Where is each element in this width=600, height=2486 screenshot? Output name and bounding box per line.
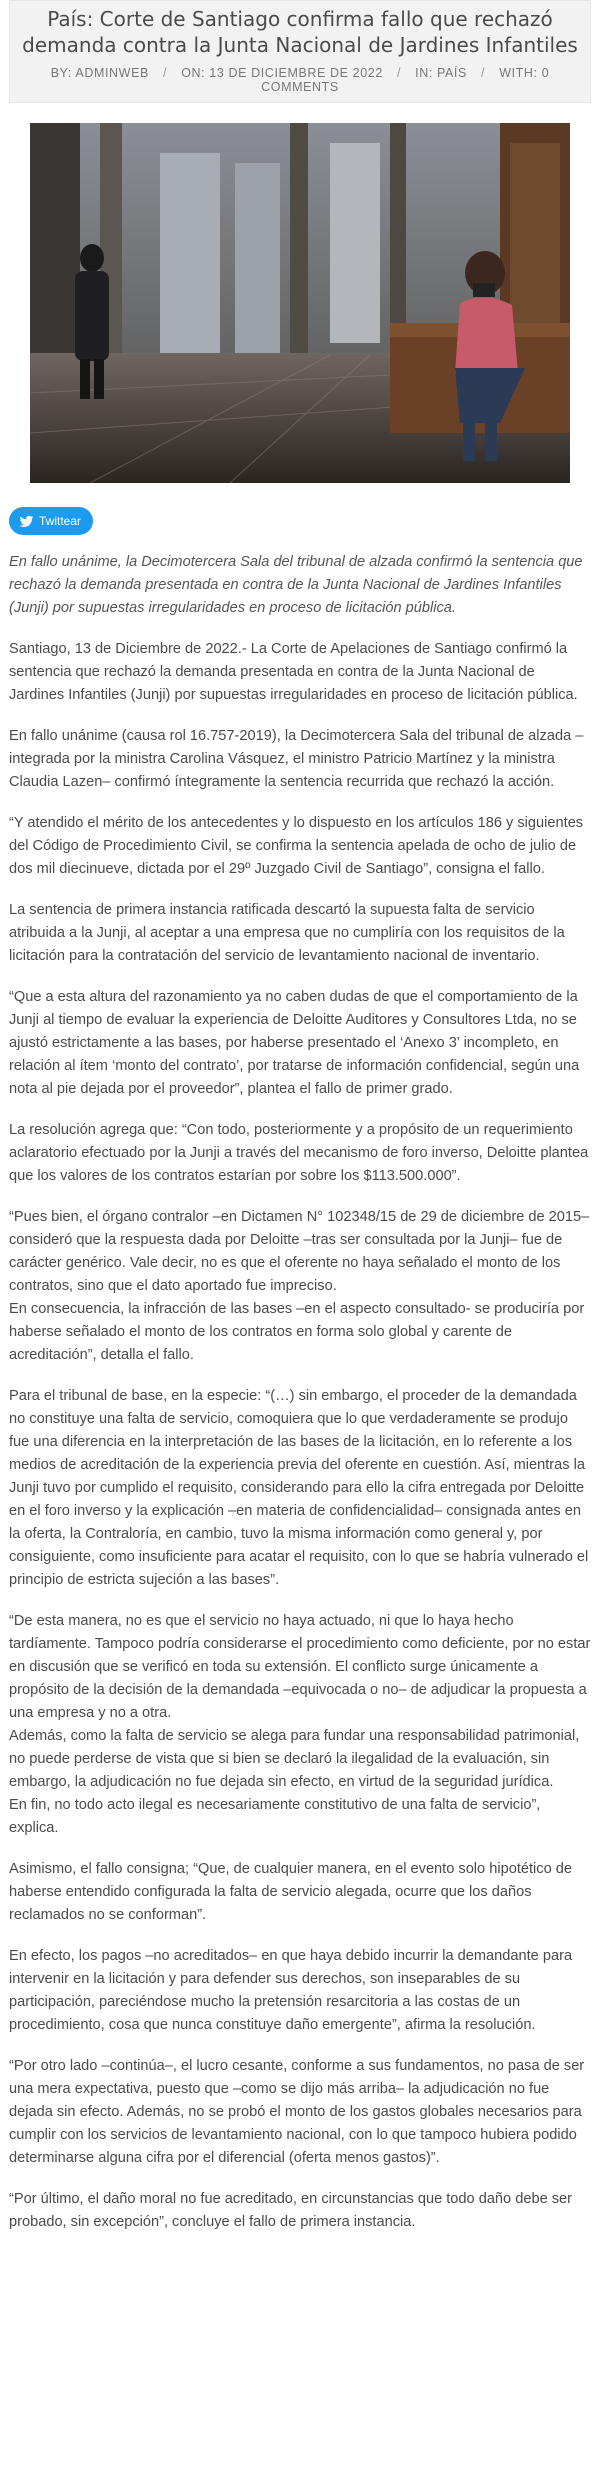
featured-image-wrap: [0, 103, 600, 483]
article-paragraph: La resolución agrega que: “Con todo, posteriormente y a propósito de un requerimiento aclaratorio efectuado por la Junji a través del mecanismo de foro inverso, Deloitte plantea que los valores de los contratos estarían por sobre los $113.500.000”.: [9, 1122, 589, 1184]
article-paragraph: Para el tribunal de base, en la especie: “(…) sin embargo, el proceder de la demandada no constituye una falta de servicio, comoquiera que lo que verdaderamente se produjo fue una diferencia en la interpretación de las bases de la licitación, en lo referente a los medios de acreditación de la experiencia previa del oferente en cuestión. Así, mientras la Junji tuvo por cumplido el requisito, considerando para ello la cifra entregada por Deloitte en el foro inverso y la explicación –en materia de confidencialidad– consignada antes en la oferta, la Contraloría, en cambio, tuvo la misma información como general y, por consiguiente, como insuficiente para acatar el requisito, con lo que se habría vulnerado el principio de estricta sujeción a las bases”.: [9, 1388, 589, 1588]
meta-in-label: IN:: [415, 66, 433, 80]
featured-image: [30, 123, 570, 483]
meta-separator: /: [396, 66, 402, 80]
meta-separator: /: [481, 66, 486, 80]
article-paragraph: “De esta manera, no es que el servicio no haya actuado, ni que lo haya hecho tardíamente. Tampoco podría considerarse el procedimiento como deficiente, por no estar en discusión que se verificó en toda su extensión. El conflicto surge únicamente a propósito de la decisión de la demandada –equivocada o no– de adjudicar la propuesta a una empresa y no a otra. Además, como la falta de servicio se alega para fundar una responsabilidad patrimonial, no puede perderse de vista que si bien se declaró la ilegalidad de la evaluación, sin embargo, la adjudicación no fue dejada sin efecto, en virtud de la seguridad jurídica. En fin, no todo acto ilegal es necesariamente constitutivo de una falta de servicio”, explica.: [9, 1613, 591, 1836]
meta-by-label: BY:: [50, 66, 72, 80]
twitter-share-label: Twittear: [39, 514, 82, 528]
post-header: [9, 0, 591, 103]
article-paragraph: “Por otro lado –continúa–, el lucro cesante, conforme a sus fundamentos, no pasa de ser una mera expectativa, puesto que –como se dijo más arriba– la adjudicación no fue dejada sin efecto. Además, no se probó el monto de los gastos globales necesarios para cumplir con los servicios de levantamiento nacional, con lo que tampoco hubiera podido determinarse alguna cifra por el diferencial (oferta menos gastos)”.: [9, 2058, 585, 2166]
meta-with-label: WITH:: [499, 66, 538, 80]
article-paragraph: Asimismo, el fallo consigna; “Que, de cualquier manera, en el evento solo hipotético de haberse entendido configurada la falta de servicio alegada, ocurre que los daños reclamados no se conforman”.: [9, 1861, 572, 1923]
article-paragraph: “Que a esta altura del razonamiento ya no caben dudas de que el comportamiento de la Junji al tiempo de evaluar la experiencia de Deloitte Auditores y Consultores Ltda, no se ajustó estrictamente a las bases, por haberse presentado el ‘Anexo 3’ incompleto, en relación al ítem ‘monto del contrato’, por tratarse de información confidencial, según una nota al pie dejada por el proveedor”, plantea el fallo de primer grado.: [9, 989, 580, 1097]
meta-on-label: ON:: [181, 66, 206, 80]
article-paragraph: “Pues bien, el órgano contralor –en Dictamen N° 102348/15 de 29 de diciembre de 2015– consideró que la respuesta dada por Deloitte –tras ser consultada por la Junji– fue de carácter genérico. Vale decir, no es que el oferente no haya señalado el monto de los contratos, sino que el dato aportado fue impreciso. En consecuencia, la infracción de las bases –en el aspecto consultado- se produciría por haberse señalado el monto de los contratos en forma solo global y carente de acreditación”, detalla el fallo.: [9, 1209, 590, 1363]
article-lead: En fallo unánime, la Decimotercera Sala del tribunal de alzada confirmó la sentencia que rechazó la demanda presentada en contra de la Junta Nacional de Jardines Infantiles (Junji) por supuestas irregularidades en proceso de licitación pública.: [9, 554, 583, 616]
comments-link[interactable]: 0 COMMENTS: [261, 66, 550, 94]
share-bar: [0, 483, 600, 535]
article-paragraph: “Por último, el daño moral no fue acreditado, en circunstancias que todo daño debe ser probado, sin excepción”, concluye el fallo de primera instancia.: [9, 2191, 573, 2230]
post-title: País: Corte de Santiago confirma fallo que rechazó demanda contra la Junta Nacional de Jardines Infantiles: [22, 7, 578, 57]
category-link[interactable]: PAÍS: [436, 66, 467, 80]
post-date: 13 DE DICIEMBRE DE 2022: [209, 66, 383, 80]
article-body: [0, 535, 600, 2234]
author-link[interactable]: ADMINWEB: [75, 66, 149, 80]
twitter-share-button[interactable]: [9, 507, 93, 535]
article-paragraph: Santiago, 13 de Diciembre de 2022.- La Corte de Apelaciones de Santiago confirmó la sentencia que rechazó la demanda presentada en contra de la Junta Nacional de Jardines Infantiles (Junji) por supuestas irregularidades en proceso de licitación pública.: [9, 641, 578, 703]
article-paragraph: La sentencia de primera instancia ratificada descartó la supuesta falta de servicio atribuida a la Junji, al aceptar a una empresa que no cumpliría con los requisitos de la licitación para la contratación del servicio de levantamiento nacional de inventario.: [9, 902, 565, 964]
article-paragraph: “Y atendido el mérito de los antecedentes y lo dispuesto en los artículos 186 y siguientes del Código de Procedimiento Civil, se confirma la sentencia apelada de ocho de julio de dos mil diecinueve, dictada por el 29º Juzgado Civil de Santiago”, consigna el fallo.: [9, 815, 584, 877]
article-paragraph: En efecto, los pagos –no acreditados– en que haya debido incurrir la demandante para intervenir en la licitación y para defender sus derechos, son inseparables de su participación, pareciéndose mucho la pretensión resarcitoria a las costas de un procedimiento, cosa que nunca constituye daño emergente”, afirma la resolución.: [9, 1948, 573, 2033]
article-paragraph: En fallo unánime (causa rol 16.757-2019), la Decimotercera Sala del tribunal de alzada –integrada por la ministra Carolina Vásquez, el ministro Patricio Martínez y la ministra Claudia Lazen– confirmó íntegramente la sentencia recurrida que rechazó la acción.: [9, 728, 584, 790]
meta-separator: /: [163, 66, 168, 80]
post-meta: [20, 66, 580, 94]
twitter-bird-icon: [19, 514, 34, 529]
